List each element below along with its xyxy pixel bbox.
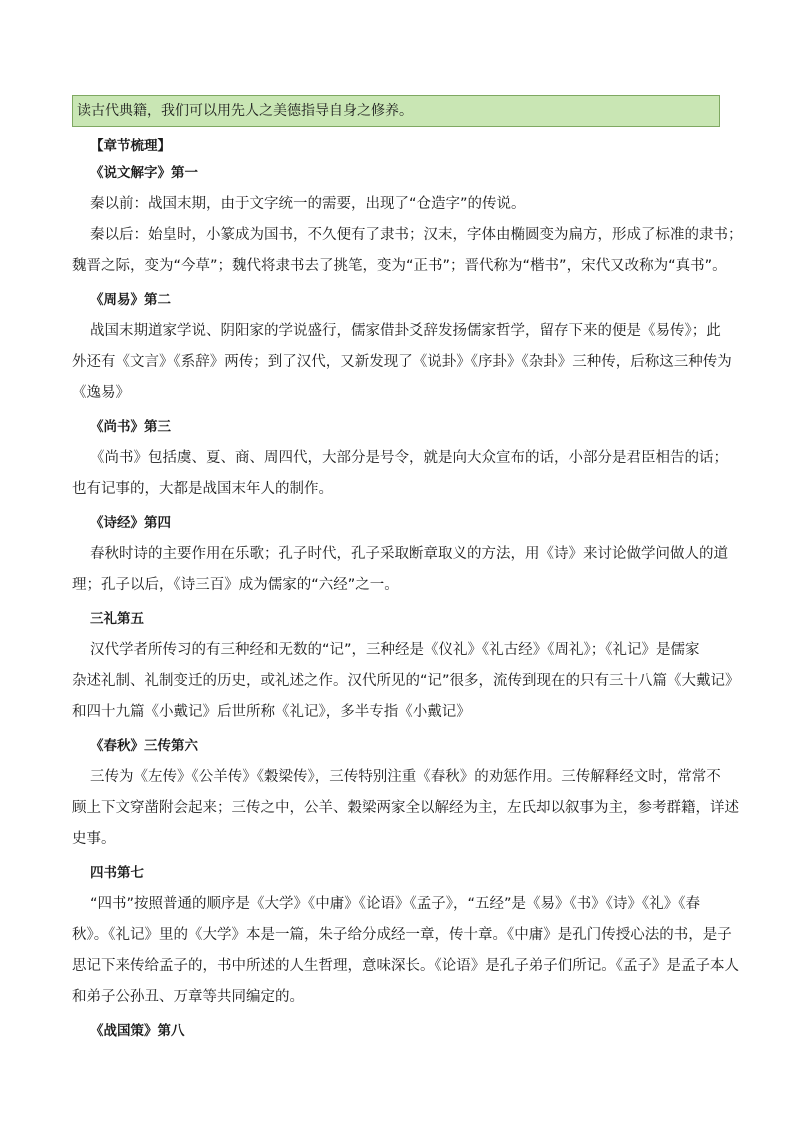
paragraph-line: 魏晋之际，变为“今草”；魏代将隶书去了挑笔，变为“正书”；晋代称为“楷书”，宋代又改称为“真书”。 [72,258,727,274]
section-title: 《战国策》第八 [90,1023,185,1039]
paragraph-line: 也有记事的，大都是战国末年人的制作。 [72,481,333,497]
paragraph-line: 三传为《左传》《公羊传》《穀梁传》，三传特别注重《春秋》的劝惩作用。三传解释经文时，常常不 [90,769,721,785]
paragraph-line: 战国末期道家学说、阴阳家的学说盛行，儒家借卦爻辞发扬儒家哲学，留存下来的便是《易传》；此 [90,323,721,339]
section-title: 四书第七 [90,865,144,881]
paragraph-line: 史事。 [72,831,116,847]
paragraph-line: 和弟子公孙丑、万章等共同编定的。 [72,989,304,1005]
paragraph-line: 和四十九篇《小戴记》后世所称《礼记》，多半专指《小戴记》 [72,704,471,720]
paragraph-line: 《尚书》包括虞、夏、商、周四代，大部分是号令，就是向大众宣布的话，小部分是君臣相告的话； [90,450,728,466]
paragraph-line: 理；孔子以后，《诗三百》成为儒家的“六经”之一。 [72,577,399,593]
section-paragraph [72,189,722,220]
paragraph-line: “四书”按照普通的顺序是《大学》《中庸》《论语》《孟子》，“五经”是《易》《书》《诗》《礼》《春 [90,896,701,912]
section-title: 《说文解字》第一 [90,165,198,181]
section-title: 《诗经》第四 [90,515,171,531]
section-heading-main: 【章节梳理】 [90,138,171,154]
paragraph-line: 秋》。《礼记》里的《大学》本是一篇，朱子给分成经一章，传十章。《中庸》是孔门传授心法的书，是子 [72,927,732,943]
chapter-content [72,128,743,1047]
paragraph-line: 《逸易》 [72,385,130,401]
paragraph-line: 顾上下文穿凿附会起来；三传之中，公羊、穀梁两家全以解经为主，左氏却以叙事为主，参考群籍，详述 [72,800,739,816]
paragraph-line: 杂述礼制、礼制变迁的历史，或礼述之作。汉代所见的“记”很多，流传到现在的只有三十八篇《大戴记》 [72,673,740,689]
section-paragraph [72,889,739,1013]
paragraph-line: 秦以后：始皇时，小篆成为国书，不久便有了隶书；汉末，字体由椭圆变为扁方，形成了标准的隶书； [90,227,743,243]
section-paragraph [72,635,740,728]
paragraph-line: 秦以前：战国末期，由于文字统一的需要，出现了“仓造字”的传说。 [90,196,526,212]
section-paragraph [72,762,739,855]
paragraph-line: 思记下来传给孟子的，书中所述的人生哲理，意味深长。《论语》是孔子弟子们所记。《孟子》是孟子本人 [72,958,739,974]
paragraph-line: 春秋时诗的主要作用在乐歌；孔子时代，孔子采取断章取义的方法，用《诗》来讨论做学问做人的道 [90,546,728,562]
section-title: 《尚书》第三 [90,419,171,435]
section-paragraph [72,316,732,409]
section-title: 《周易》第二 [90,292,171,308]
section-title: 三礼第五 [90,611,144,627]
section-paragraph [72,220,743,282]
section-paragraph [72,539,728,601]
paragraph-line: 汉代学者所传习的有三种经和无数的“记”，三种经是《仪礼》《礼古经》《周礼》；《礼记》是儒家 [90,642,700,658]
paragraph-line: 外还有《文言》《系辞》两传；到了汉代，又新发现了《说卦》《序卦》《杂卦》三种传，后称这三种传为 [72,354,732,370]
section-paragraph [72,443,728,505]
section-title: 《春秋》三传第六 [90,738,198,754]
intro-banner: 读古代典籍，我们可以用先人之美德指导自身之修养。 [72,95,720,127]
